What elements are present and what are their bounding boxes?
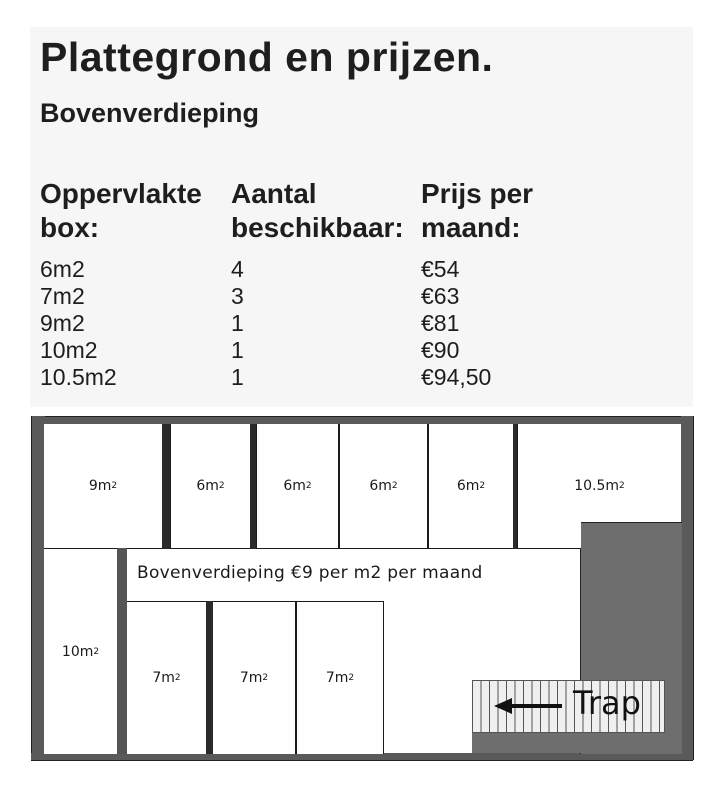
room-6m2: 6m 2 xyxy=(170,424,251,549)
room-10m2: 10m 2 xyxy=(44,548,118,754)
cell-available: 4 xyxy=(231,256,244,282)
room-7m2: 7m 2 xyxy=(296,601,384,754)
cell-size: 10.5m2 xyxy=(40,364,117,390)
column-header-price: Prijs per maand: xyxy=(421,178,534,243)
wall-right xyxy=(681,416,694,760)
room-6m2: 6m 2 xyxy=(339,424,428,549)
room-7m2: 7m 2 xyxy=(127,601,207,754)
room-6m2: 6m 2 xyxy=(428,424,514,549)
cell-available: 1 xyxy=(231,364,244,390)
cell-size: 6m2 xyxy=(40,256,85,282)
wall-divider xyxy=(117,548,127,754)
cell-size: 7m2 xyxy=(40,283,85,309)
cell-available: 3 xyxy=(231,283,244,309)
cell-price: €94,50 xyxy=(421,364,492,390)
stairs-label: Trap xyxy=(573,684,641,722)
corridor-price-label: Bovenverdieping €9 per m2 per maand xyxy=(137,563,483,583)
column-header-available: Aantal beschikbaar: xyxy=(231,178,404,243)
cell-available: 1 xyxy=(231,337,244,363)
wall-divider xyxy=(162,424,170,549)
wall-divider xyxy=(206,601,213,754)
column-header-size: Oppervlakte box: xyxy=(40,178,202,243)
wall-divider xyxy=(513,424,517,549)
room-7m2: 7m 2 xyxy=(213,601,296,754)
cell-available: 1 xyxy=(231,310,244,336)
page-title: Plattegrond en prijzen. xyxy=(40,34,494,80)
room-9m2: 9m 2 xyxy=(44,424,163,549)
room-6m2: 6m 2 xyxy=(256,424,339,549)
wall-bottom xyxy=(31,753,693,761)
room-10-5m2-extension xyxy=(517,522,581,549)
wall-divider xyxy=(250,424,256,549)
cell-size: 9m2 xyxy=(40,310,85,336)
floor-subtitle: Bovenverdieping xyxy=(40,98,260,128)
cell-price: €63 xyxy=(421,283,460,309)
cell-price: €54 xyxy=(421,256,460,282)
arrow-left-icon xyxy=(494,697,562,715)
cell-size: 10m2 xyxy=(40,337,98,363)
room-10-5m2: 10.5m 2 xyxy=(517,424,681,522)
cell-price: €90 xyxy=(421,337,460,363)
stair-landing xyxy=(472,733,681,753)
cell-price: €81 xyxy=(421,310,460,336)
wall-left xyxy=(31,416,45,760)
